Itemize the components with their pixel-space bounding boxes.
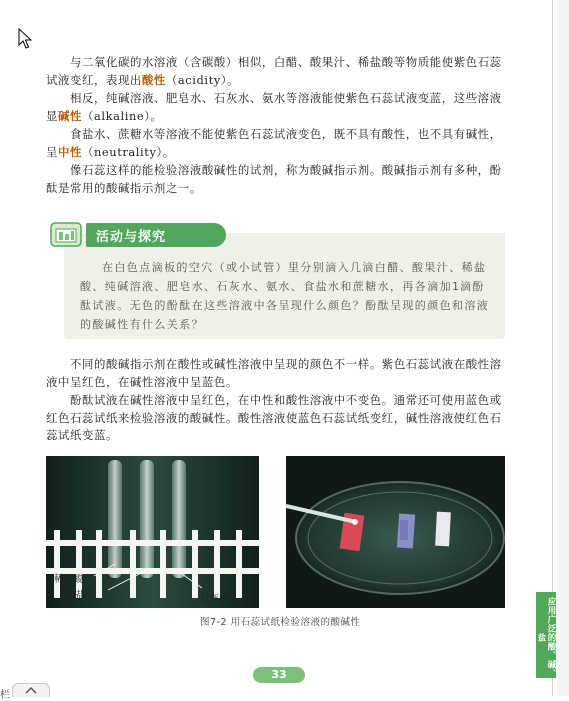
figure-caption: 图7-2 用石蕊试纸检验溶液的酸碱性 <box>200 617 361 628</box>
keyword-alkaline: 碱性 <box>58 108 82 123</box>
paragraph-litmus: 不同的酸碱指示剂在酸性或碱性溶液中呈现的颜色不一样。紫色石蕊试液在酸性溶液中呈红色，在碱性溶液中呈蓝色。 <box>46 357 502 389</box>
paragraph-phenolphthalein: 酚酞试液在碱性溶液中呈红色，在中性和酸性溶液中不变色。通常还可使用蓝色或红色石蕊试纸来检验溶液的酸碱性。酸性溶液使蓝色石蕊试纸变红，碱性溶液使红色石蕊试纸变蓝。 <box>46 393 502 442</box>
litmus-paper-photo <box>286 456 505 608</box>
test-tubes-photo <box>46 456 259 608</box>
activity-header <box>46 220 506 248</box>
activity-title: 活动与探究 <box>96 230 167 245</box>
litmus-dish-illustration <box>286 456 505 608</box>
page-number: 33 <box>253 667 305 683</box>
label-limewater: 石灰水 <box>200 593 229 604</box>
page-margin <box>556 0 569 696</box>
keyword-neutrality: 中性 <box>58 144 82 159</box>
label-dilute-sulfuric-acid: 稀硫酸 <box>54 574 83 585</box>
corner-glyph: 栏 <box>0 690 10 701</box>
keyword-acidity: 酸性 <box>141 72 166 87</box>
test-tubes-illustration <box>46 456 259 608</box>
activity-text: 在白色点滴板的空穴（或小试管）里分别滴入几滴白醋、酸果汁、稀盐酸、纯碱溶液、肥皂水、石灰水、氨水、食盐水和蔗糖水，再各滴加1滴酚酞试液。无色的酚酞在这些溶液中各呈现什么颜色？酚酞呈现的颜色和溶液的酸碱性有什么关系？ <box>80 261 490 331</box>
collapse-panel-button[interactable] <box>12 683 50 697</box>
mouse-cursor-icon <box>18 28 32 50</box>
chapter-side-tab: 应用广泛的酸、碱、盐 <box>536 592 556 678</box>
activity-lab-icon <box>50 220 82 248</box>
paragraph-neutrality: 食盐水、蔗糖水等溶液不能使紫色石蕊试液变色，既不具有酸性，也不具有碱性，呈中性（neutrality）。 <box>46 127 502 159</box>
label-salt-water: 食盐水 <box>66 590 95 601</box>
chevron-up-icon <box>24 686 38 695</box>
paragraph-acidity: 与二氧化碳的水溶液（含碳酸）相似，白醋、酸果汁、稀盐酸等物质能使紫色石蕊试液变红，表现出酸性（acidity）。 <box>46 55 502 87</box>
paragraph-alkaline: 相反，纯碱溶液、肥皂水、石灰水、氨水等溶液能使紫色石蕊试液变蓝，这些溶液显碱性（alkaline）。 <box>46 91 502 123</box>
paragraph-indicator: 像石蕊这样的能检验溶液酸碱性的试剂，称为酸碱指示剂。酸碱指示剂有多种，酚酞是常用的酸碱指示剂之一。 <box>46 163 502 195</box>
